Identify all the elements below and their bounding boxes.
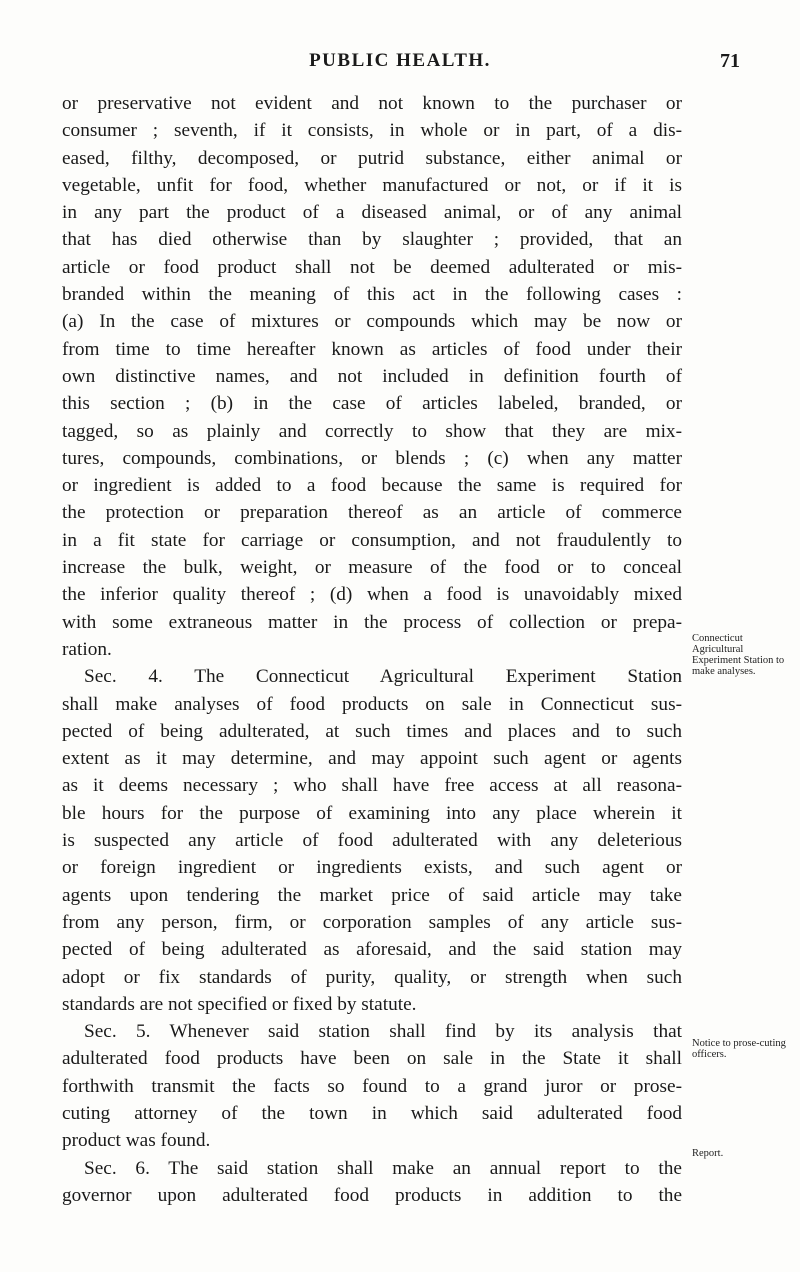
running-head: PUBLIC HEALTH. xyxy=(309,50,491,71)
text-line: cuting attorney of the town in which said adulterated food xyxy=(62,1102,682,1124)
text-line: in any part the product of a diseased animal, or of any animal xyxy=(62,202,682,224)
text-line: consumer ; seventh, if it consists, in whole or in part, of a dis- xyxy=(62,120,682,142)
body-text xyxy=(62,90,682,1209)
text-line: from any person, firm, or corporation samples of any article sus- xyxy=(62,911,682,933)
text-line: eased, filthy, decomposed, or putrid substance, either animal or xyxy=(62,147,682,169)
text-line: in a fit state for carriage or consumption, and not fraudulently to xyxy=(62,529,682,551)
margin-note-connecticut: Connecticut Agricultural Experiment Station to make analyses. xyxy=(692,633,785,677)
text-line: standards are not specified or fixed by statute. xyxy=(62,993,417,1015)
page-header xyxy=(0,50,800,80)
text-line: the inferior quality thereof ; (d) when a food is unavoidably mixed xyxy=(62,584,682,606)
text-line: shall make analyses of food products on sale in Connecticut sus- xyxy=(62,693,682,715)
text-line: article or food product shall not be deemed adulterated or mis- xyxy=(62,256,682,278)
text-line: extent as it may determine, and may appoint such agent or agents xyxy=(62,748,682,770)
text-line: adulterated food products have been on sale in the State it shall xyxy=(62,1048,682,1070)
text-line: from time to time hereafter known as articles of food under their xyxy=(62,338,682,360)
text-line: product was found. xyxy=(62,1130,211,1152)
text-line: branded within the meaning of this act in the following cases : xyxy=(62,284,682,306)
page-number: 71 xyxy=(720,50,740,72)
text-line: agents upon tendering the market price of said article may take xyxy=(62,884,682,906)
text-line: Sec. 4. The Connecticut Agricultural Experiment Station xyxy=(84,666,682,688)
text-line: pected of being adulterated as aforesaid, and the said station may xyxy=(62,939,682,961)
text-line: or ingredient is added to a food because the same is required for xyxy=(62,475,682,497)
text-line: increase the bulk, weight, or measure of the food or to conceal xyxy=(62,557,682,579)
text-line: or preservative not evident and not known to the purchaser or xyxy=(62,93,682,114)
text-line: ble hours for the purpose of examining into any place wherein it xyxy=(62,802,682,824)
text-line: (a) In the case of mixtures or compounds which may be now or xyxy=(62,311,682,333)
text-line: Sec. 5. Whenever said station shall find by its analysis that xyxy=(84,1021,682,1043)
text-line: forthwith transmit the facts so found to a grand juror or prose- xyxy=(62,1075,682,1097)
text-line: is suspected any article of food adulterated with any deleterious xyxy=(62,830,682,852)
text-line: with some extraneous matter in the process of collection or prepa- xyxy=(62,611,682,633)
text-line: Sec. 6. The said station shall make an annual report to the xyxy=(84,1157,682,1179)
text-line: that has died otherwise than by slaughter ; provided, that an xyxy=(62,229,682,251)
text-line: the protection or preparation thereof as an article of commerce xyxy=(62,502,682,524)
text-line: vegetable, unfit for food, whether manufactured or not, or if it is xyxy=(62,174,682,196)
text-line: ration. xyxy=(62,638,112,660)
text-line: pected of being adulterated, at such times and places and to such xyxy=(62,720,682,742)
margin-note-notice: Notice to prose-cuting officers. xyxy=(692,1038,786,1060)
text-line: or foreign ingredient or ingredients exists, and such agent or xyxy=(62,857,682,879)
text-line: tagged, so as plainly and correctly to show that they are mix- xyxy=(62,420,682,442)
text-line: own distinctive names, and not included in definition fourth of xyxy=(62,365,682,387)
margin-note-report: Report. xyxy=(692,1148,724,1159)
text-line: as it deems necessary ; who shall have free access at all reasona- xyxy=(62,775,682,797)
text-line: this section ; (b) in the case of articles labeled, branded, or xyxy=(62,393,682,415)
text-line: governor upon adulterated food products in addition to the xyxy=(62,1184,682,1206)
text-line: adopt or fix standards of purity, quality, or strength when such xyxy=(62,966,682,988)
text-line: tures, compounds, combinations, or blends ; (c) when any matter xyxy=(62,447,682,469)
